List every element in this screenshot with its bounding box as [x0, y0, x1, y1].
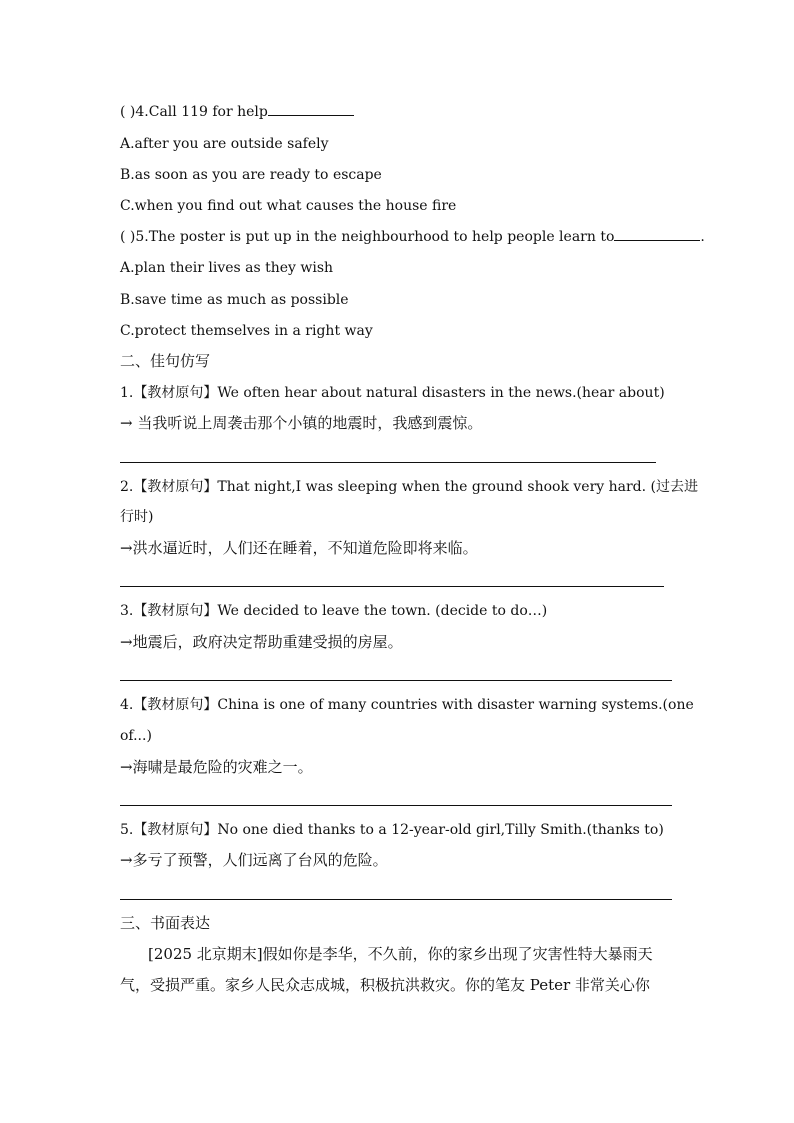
answer-blank: [268, 103, 354, 116]
item-3-task: →地震后，政府决定帮助重建受损的房屋。: [120, 633, 403, 651]
item-1-original: 1.【教材原句】We often hear about natural disasters in the news.(hear about): [120, 385, 665, 401]
item-5-task: →多亏了预警，人们远离了台风的危险。: [120, 851, 388, 869]
question-4-stem: ( )4.Call 119 for help: [120, 102, 354, 122]
item-2-original-cont: 行时): [120, 509, 154, 525]
section-2-title: 二、佳句仿写: [120, 352, 211, 370]
answer-line: [120, 586, 664, 587]
item-4-original: 4.【教材原句】China is one of many countries with disaster warning systems.(one: [120, 697, 694, 713]
item-4-task: →海啸是最危险的灾难之一。: [120, 758, 313, 776]
answer-line: [120, 462, 656, 463]
question-5-stem: ( )5.The poster is put up in the neighbourhood to help people learn to .: [120, 229, 705, 245]
answer-blank: [614, 228, 700, 241]
section-3-title: 三、书面表达: [120, 914, 211, 932]
option-b: B.as soon as you are ready to escape: [120, 167, 382, 183]
option-a: A.after you are outside safely: [120, 136, 329, 152]
option-a: A.plan their lives as they wish: [120, 260, 334, 276]
item-4-original-cont: of...): [120, 728, 152, 744]
writing-prompt-line-2: 气，受损严重。家乡人民众志成城，积极抗洪救灾。你的笔友 Peter 非常关心你: [120, 976, 650, 994]
item-2-task: →洪水逼近时，人们还在睡着，不知道危险即将来临。: [120, 539, 478, 557]
answer-line: [120, 680, 672, 681]
option-c: C.when you find out what causes the house fire: [120, 198, 457, 214]
option-b: B.save time as much as possible: [120, 292, 349, 308]
item-3-original: 3.【教材原句】We decided to leave the town. (decide to do…): [120, 603, 548, 619]
answer-line: [120, 899, 672, 900]
option-c: C.protect themselves in a right way: [120, 323, 373, 339]
item-5-original: 5.【教材原句】No one died thanks to a 12-year-old girl,Tilly Smith.(thanks to): [120, 822, 664, 838]
item-1-task: → 当我听说上周袭击那个小镇的地震时，我感到震惊。: [120, 414, 483, 432]
answer-line: [120, 805, 672, 806]
writing-prompt-line-1: [2025 北京期末]假如你是李华，不久前，你的家乡出现了灾害性特大暴雨天: [148, 945, 653, 963]
item-2-original: 2.【教材原句】That night,I was sleeping when the ground shook very hard. (过去进: [120, 479, 699, 495]
